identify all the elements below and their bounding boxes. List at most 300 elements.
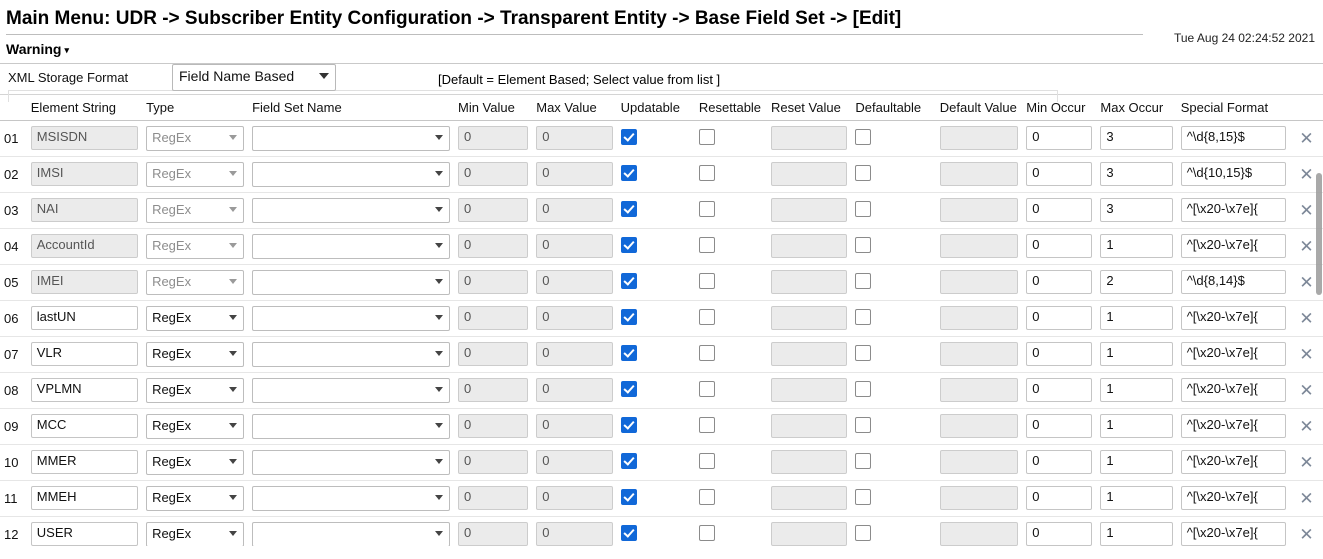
row-index-cell: [0, 480, 27, 516]
vertical-scrollbar[interactable]: [1315, 95, 1323, 546]
defaultable-checkbox[interactable]: [855, 165, 871, 181]
row-index: 04: [4, 238, 19, 254]
defaultable-cell: [851, 336, 935, 372]
scrollbar-thumb[interactable]: [1316, 173, 1322, 295]
max-value-cell: [532, 264, 616, 300]
default-value-input[interactable]: [940, 126, 1018, 150]
field-set-name-select[interactable]: [252, 378, 450, 403]
type-select-value: RegEx: [152, 165, 192, 181]
special-format-input[interactable]: ^[\x20-\x7e]{: [1181, 306, 1286, 330]
defaultable-cell: [851, 372, 935, 408]
defaultable-checkbox[interactable]: [855, 273, 871, 289]
reset-value-input[interactable]: [771, 126, 847, 150]
max-occur-cell: [1096, 516, 1176, 546]
field-set-name-cell: [248, 120, 454, 156]
default-value-input[interactable]: [940, 234, 1018, 258]
max-occur-input[interactable]: 1: [1100, 342, 1172, 366]
updatable-checkbox[interactable]: [621, 273, 637, 289]
defaultable-checkbox[interactable]: [855, 345, 871, 361]
max-value-input[interactable]: 0: [536, 342, 612, 366]
element-string-input[interactable]: NAI: [31, 198, 138, 222]
resettable-cell: [695, 300, 767, 336]
row-index-cell: [0, 408, 27, 444]
min-value-cell: [454, 264, 532, 300]
defaultable-cell: [851, 408, 935, 444]
column-header-reset-value: Reset Value: [767, 95, 851, 120]
special-format-cell: [1177, 192, 1290, 228]
field-set-name-cell: [248, 264, 454, 300]
element-string-input[interactable]: VLR: [31, 342, 138, 366]
resettable-checkbox[interactable]: [699, 201, 715, 217]
field-set-name-select[interactable]: [252, 486, 450, 511]
min-value-input[interactable]: 0: [458, 162, 528, 186]
chevron-down-icon: [229, 243, 237, 248]
type-select[interactable]: [146, 162, 244, 187]
max-occur-cell: [1096, 156, 1176, 192]
row-index-cell: [0, 228, 27, 264]
updatable-checkbox[interactable]: [621, 237, 637, 253]
type-select[interactable]: [146, 450, 244, 475]
type-cell: [142, 228, 248, 264]
defaultable-checkbox[interactable]: [855, 309, 871, 325]
max-occur-input[interactable]: 1: [1100, 522, 1172, 546]
max-value-input[interactable]: 0: [536, 378, 612, 402]
column-header-index: [0, 95, 27, 120]
reset-value-input[interactable]: [771, 198, 847, 222]
max-occur-input[interactable]: 3: [1100, 162, 1172, 186]
min-value-input[interactable]: 0: [458, 198, 528, 222]
column-header-field-set-name: Field Set Name: [248, 95, 454, 120]
max-value-input[interactable]: 0: [536, 522, 612, 546]
min-value-input[interactable]: 0: [458, 270, 528, 294]
type-select[interactable]: [146, 414, 244, 439]
row-index: 12: [4, 526, 19, 542]
column-header-default-value: Default Value: [936, 95, 1022, 120]
chevron-down-icon: [435, 531, 443, 536]
min-occur-input[interactable]: 0: [1026, 234, 1092, 258]
min-value-input[interactable]: 0: [458, 306, 528, 330]
table-row: [0, 192, 1323, 228]
reset-value-input[interactable]: [771, 162, 847, 186]
delete-row-icon[interactable]: ✕: [1299, 524, 1314, 544]
special-format-input[interactable]: ^[\x20-\x7e]{: [1181, 198, 1286, 222]
chevron-down-icon: [435, 315, 443, 320]
default-value-input[interactable]: [940, 414, 1018, 438]
delete-row-icon[interactable]: ✕: [1299, 128, 1314, 148]
max-value-input[interactable]: 0: [536, 306, 612, 330]
min-occur-input[interactable]: 0: [1026, 126, 1092, 150]
table-row: [0, 444, 1323, 480]
special-format-cell: [1177, 120, 1290, 156]
resettable-checkbox[interactable]: [699, 273, 715, 289]
updatable-cell: [617, 408, 695, 444]
max-occur-input[interactable]: 1: [1100, 306, 1172, 330]
reset-value-cell: [767, 120, 851, 156]
row-index: 11: [4, 490, 18, 506]
timestamp: Tue Aug 24 02:24:52 2021: [1173, 31, 1315, 45]
element-string-cell: [27, 336, 142, 372]
column-header-max-value: Max Value: [532, 95, 616, 120]
max-value-cell: [532, 480, 616, 516]
chevron-down-icon: [229, 279, 237, 284]
defaultable-cell: [851, 300, 935, 336]
max-occur-cell: [1096, 192, 1176, 228]
field-set-name-cell: [248, 372, 454, 408]
field-set-name-select[interactable]: [252, 450, 450, 475]
row-index-cell: [0, 444, 27, 480]
resettable-checkbox[interactable]: [699, 237, 715, 253]
row-index: 03: [4, 202, 19, 218]
updatable-cell: [617, 120, 695, 156]
defaultable-checkbox[interactable]: [855, 525, 871, 541]
field-set-name-cell: [248, 408, 454, 444]
element-string-input[interactable]: VPLMN: [31, 378, 138, 402]
reset-value-input[interactable]: [771, 378, 847, 402]
max-value-input[interactable]: 0: [536, 234, 612, 258]
resettable-checkbox[interactable]: [699, 345, 715, 361]
element-string-cell: [27, 156, 142, 192]
defaultable-checkbox[interactable]: [855, 381, 871, 397]
min-occur-input[interactable]: 0: [1026, 306, 1092, 330]
field-set-name-select[interactable]: [252, 162, 450, 187]
reset-value-input[interactable]: [771, 234, 847, 258]
resettable-cell: [695, 480, 767, 516]
special-format-input[interactable]: ^\d{8,14}$: [1181, 270, 1286, 294]
reset-value-input[interactable]: [771, 342, 847, 366]
type-select-value: RegEx: [152, 525, 192, 541]
field-set-name-select[interactable]: [252, 198, 450, 223]
min-value-input[interactable]: 0: [458, 486, 528, 510]
chevron-down-icon: [229, 171, 237, 176]
defaultable-checkbox[interactable]: [855, 237, 871, 253]
special-format-input[interactable]: ^[\x20-\x7e]{: [1181, 450, 1286, 474]
special-format-input[interactable]: ^\d{10,15}$: [1181, 162, 1286, 186]
special-format-input[interactable]: ^[\x20-\x7e]{: [1181, 234, 1286, 258]
min-value-cell: [454, 516, 532, 546]
type-select[interactable]: [146, 522, 244, 546]
type-cell: [142, 192, 248, 228]
updatable-checkbox[interactable]: [621, 489, 637, 505]
defaultable-checkbox[interactable]: [855, 489, 871, 505]
field-set-name-cell: [248, 480, 454, 516]
field-set-name-value: [258, 346, 262, 361]
type-select[interactable]: [146, 234, 244, 259]
chevron-down-icon: [229, 315, 237, 320]
table-body: [0, 120, 1323, 546]
defaultable-checkbox[interactable]: [855, 201, 871, 217]
type-select[interactable]: [146, 342, 244, 367]
element-string-input[interactable]: MCC: [31, 414, 138, 438]
table-row: [0, 516, 1323, 546]
reset-value-cell: [767, 336, 851, 372]
min-occur-input[interactable]: 0: [1026, 522, 1092, 546]
special-format-input[interactable]: ^[\x20-\x7e]{: [1181, 378, 1286, 402]
default-value-input[interactable]: [940, 522, 1018, 546]
field-set-name-select[interactable]: [252, 126, 450, 151]
type-select[interactable]: [146, 306, 244, 331]
updatable-checkbox[interactable]: [621, 129, 637, 145]
type-select[interactable]: [146, 126, 244, 151]
resettable-checkbox[interactable]: [699, 525, 715, 541]
max-occur-input[interactable]: 1: [1100, 234, 1172, 258]
chevron-down-icon: [229, 459, 237, 464]
table-row: [0, 120, 1323, 156]
min-occur-input[interactable]: 0: [1026, 378, 1092, 402]
min-value-input[interactable]: 0: [458, 234, 528, 258]
reset-value-input[interactable]: [771, 306, 847, 330]
min-occur-input[interactable]: 0: [1026, 198, 1092, 222]
row-index-cell: [0, 516, 27, 546]
max-occur-cell: [1096, 300, 1176, 336]
default-value-input[interactable]: [940, 378, 1018, 402]
reset-value-cell: [767, 372, 851, 408]
element-string-input[interactable]: USER: [31, 522, 138, 546]
type-cell: [142, 480, 248, 516]
resettable-checkbox[interactable]: [699, 417, 715, 433]
delete-row-icon[interactable]: ✕: [1299, 416, 1314, 436]
max-value-input[interactable]: 0: [536, 270, 612, 294]
updatable-checkbox[interactable]: [621, 381, 637, 397]
type-cell: [142, 408, 248, 444]
min-occur-cell: [1022, 300, 1096, 336]
xml-storage-format-select[interactable]: [172, 64, 336, 91]
max-value-input[interactable]: 0: [536, 162, 612, 186]
table-row: [0, 336, 1323, 372]
element-string-cell: [27, 300, 142, 336]
min-value-cell: [454, 336, 532, 372]
min-value-cell: [454, 408, 532, 444]
min-occur-input[interactable]: 0: [1026, 450, 1092, 474]
type-select[interactable]: [146, 486, 244, 511]
updatable-checkbox[interactable]: [621, 201, 637, 217]
min-occur-cell: [1022, 480, 1096, 516]
defaultable-cell: [851, 264, 935, 300]
element-string-input[interactable]: AccountId: [31, 234, 138, 258]
default-value-cell: [936, 372, 1022, 408]
default-value-cell: [936, 336, 1022, 372]
max-value-input[interactable]: 0: [536, 414, 612, 438]
max-occur-input[interactable]: 1: [1100, 414, 1172, 438]
max-value-input[interactable]: 0: [536, 198, 612, 222]
updatable-checkbox[interactable]: [621, 417, 637, 433]
max-occur-cell: [1096, 228, 1176, 264]
min-value-input[interactable]: 0: [458, 414, 528, 438]
defaultable-checkbox[interactable]: [855, 129, 871, 145]
element-string-input[interactable]: IMSI: [31, 162, 138, 186]
max-value-cell: [532, 516, 616, 546]
min-value-input[interactable]: 0: [458, 450, 528, 474]
min-occur-cell: [1022, 444, 1096, 480]
resettable-cell: [695, 408, 767, 444]
default-value-input[interactable]: [940, 198, 1018, 222]
resettable-checkbox[interactable]: [699, 309, 715, 325]
special-format-cell: [1177, 480, 1290, 516]
type-select[interactable]: [146, 378, 244, 403]
field-set-name-value: [258, 310, 262, 325]
field-set-name-cell: [248, 516, 454, 546]
special-format-input[interactable]: ^[\x20-\x7e]{: [1181, 486, 1286, 510]
row-index-cell: [0, 336, 27, 372]
min-occur-input[interactable]: 0: [1026, 342, 1092, 366]
min-occur-input[interactable]: 0: [1026, 414, 1092, 438]
defaultable-cell: [851, 228, 935, 264]
type-select[interactable]: [146, 270, 244, 295]
updatable-checkbox[interactable]: [621, 309, 637, 325]
default-value-input[interactable]: [940, 306, 1018, 330]
delete-row-icon[interactable]: ✕: [1299, 200, 1314, 220]
resettable-checkbox[interactable]: [699, 381, 715, 397]
max-occur-input[interactable]: 1: [1100, 378, 1172, 402]
updatable-cell: [617, 156, 695, 192]
default-value-input[interactable]: [940, 486, 1018, 510]
delete-row-icon[interactable]: ✕: [1299, 380, 1314, 400]
max-value-cell: [532, 156, 616, 192]
max-occur-input[interactable]: 1: [1100, 486, 1172, 510]
special-format-input[interactable]: ^[\x20-\x7e]{: [1181, 342, 1286, 366]
table-row: [0, 300, 1323, 336]
table-row: [0, 372, 1323, 408]
default-value-input[interactable]: [940, 342, 1018, 366]
delete-row-icon[interactable]: ✕: [1299, 272, 1314, 292]
defaultable-cell: [851, 120, 935, 156]
delete-row-icon[interactable]: ✕: [1299, 488, 1314, 508]
default-value-input[interactable]: [940, 162, 1018, 186]
reset-value-cell: [767, 408, 851, 444]
resettable-checkbox[interactable]: [699, 489, 715, 505]
field-set-name-select[interactable]: [252, 306, 450, 331]
updatable-checkbox[interactable]: [621, 345, 637, 361]
delete-row-icon[interactable]: ✕: [1299, 164, 1314, 184]
special-format-input[interactable]: ^[\x20-\x7e]{: [1181, 414, 1286, 438]
xml-storage-format-label: XML Storage Format: [8, 70, 129, 85]
element-string-cell: [27, 228, 142, 264]
defaultable-checkbox[interactable]: [855, 417, 871, 433]
max-occur-input[interactable]: 1: [1100, 450, 1172, 474]
element-string-input[interactable]: MMER: [31, 450, 138, 474]
updatable-cell: [617, 228, 695, 264]
type-select-value: RegEx: [152, 453, 192, 469]
max-value-input[interactable]: 0: [536, 450, 612, 474]
max-value-cell: [532, 408, 616, 444]
element-string-input[interactable]: MMEH: [31, 486, 138, 510]
field-set-table-container: [0, 95, 1323, 546]
element-string-cell: [27, 408, 142, 444]
warning-banner[interactable]: [0, 35, 1323, 64]
min-value-cell: [454, 444, 532, 480]
xml-storage-format-value: Field Name Based: [179, 68, 295, 84]
updatable-checkbox[interactable]: [621, 453, 637, 469]
min-value-input[interactable]: 0: [458, 342, 528, 366]
column-header-type: Type: [142, 95, 248, 120]
max-occur-input[interactable]: 3: [1100, 198, 1172, 222]
updatable-checkbox[interactable]: [621, 165, 637, 181]
table-row: [0, 264, 1323, 300]
min-value-input[interactable]: 0: [458, 378, 528, 402]
reset-value-input[interactable]: [771, 450, 847, 474]
default-value-input[interactable]: [940, 450, 1018, 474]
min-occur-cell: [1022, 408, 1096, 444]
delete-row-icon[interactable]: ✕: [1299, 452, 1314, 472]
resettable-checkbox[interactable]: [699, 453, 715, 469]
field-set-name-select[interactable]: [252, 522, 450, 546]
type-cell: [142, 372, 248, 408]
row-index: 01: [4, 130, 19, 146]
min-occur-input[interactable]: 0: [1026, 270, 1092, 294]
default-value-cell: [936, 156, 1022, 192]
reset-value-input[interactable]: [771, 522, 847, 546]
column-header-min-occur: Min Occur: [1022, 95, 1096, 120]
special-format-input[interactable]: ^\d{8,15}$: [1181, 126, 1286, 150]
column-header-defaultable: Defaultable: [851, 95, 935, 120]
delete-row-icon[interactable]: ✕: [1299, 344, 1314, 364]
default-value-input[interactable]: [940, 270, 1018, 294]
field-set-name-value: [258, 454, 262, 469]
resettable-checkbox[interactable]: [699, 165, 715, 181]
max-value-cell: [532, 228, 616, 264]
resettable-checkbox[interactable]: [699, 129, 715, 145]
field-set-name-value: [258, 202, 262, 217]
max-occur-cell: [1096, 480, 1176, 516]
type-select-value: RegEx: [152, 201, 192, 217]
chevron-down-icon: [229, 351, 237, 356]
type-cell: [142, 120, 248, 156]
max-value-input[interactable]: 0: [536, 126, 612, 150]
element-string-input[interactable]: lastUN: [31, 306, 138, 330]
field-set-name-select[interactable]: [252, 414, 450, 439]
reset-value-input[interactable]: [771, 414, 847, 438]
min-occur-input[interactable]: 0: [1026, 486, 1092, 510]
field-set-name-select[interactable]: [252, 270, 450, 295]
element-string-cell: [27, 372, 142, 408]
chevron-down-icon[interactable]: ▾: [64, 44, 70, 55]
max-value-input[interactable]: 0: [536, 486, 612, 510]
type-select-value: RegEx: [152, 273, 192, 289]
reset-value-input[interactable]: [771, 270, 847, 294]
min-occur-cell: [1022, 120, 1096, 156]
special-format-cell: [1177, 408, 1290, 444]
min-value-input[interactable]: 0: [458, 126, 528, 150]
reset-value-cell: [767, 444, 851, 480]
updatable-checkbox[interactable]: [621, 525, 637, 541]
table-header-row: [0, 95, 1323, 120]
min-occur-cell: [1022, 228, 1096, 264]
min-value-input[interactable]: 0: [458, 522, 528, 546]
element-string-cell: [27, 192, 142, 228]
default-value-cell: [936, 192, 1022, 228]
min-value-cell: [454, 228, 532, 264]
field-set-name-select[interactable]: [252, 234, 450, 259]
delete-row-icon[interactable]: ✕: [1299, 308, 1314, 328]
min-occur-input[interactable]: 0: [1026, 162, 1092, 186]
max-occur-input[interactable]: 3: [1100, 126, 1172, 150]
type-select[interactable]: [146, 198, 244, 223]
max-occur-cell: [1096, 336, 1176, 372]
default-value-cell: [936, 480, 1022, 516]
max-value-cell: [532, 192, 616, 228]
max-occur-input[interactable]: 2: [1100, 270, 1172, 294]
reset-value-input[interactable]: [771, 486, 847, 510]
special-format-cell: [1177, 336, 1290, 372]
chevron-down-icon: [229, 387, 237, 392]
element-string-input[interactable]: MSISDN: [31, 126, 138, 150]
field-set-name-select[interactable]: [252, 342, 450, 367]
special-format-input[interactable]: ^[\x20-\x7e]{: [1181, 522, 1286, 546]
delete-row-icon[interactable]: ✕: [1299, 236, 1314, 256]
row-index: 10: [4, 454, 19, 470]
row-index: 08: [4, 382, 19, 398]
defaultable-checkbox[interactable]: [855, 453, 871, 469]
element-string-input[interactable]: IMEI: [31, 270, 138, 294]
